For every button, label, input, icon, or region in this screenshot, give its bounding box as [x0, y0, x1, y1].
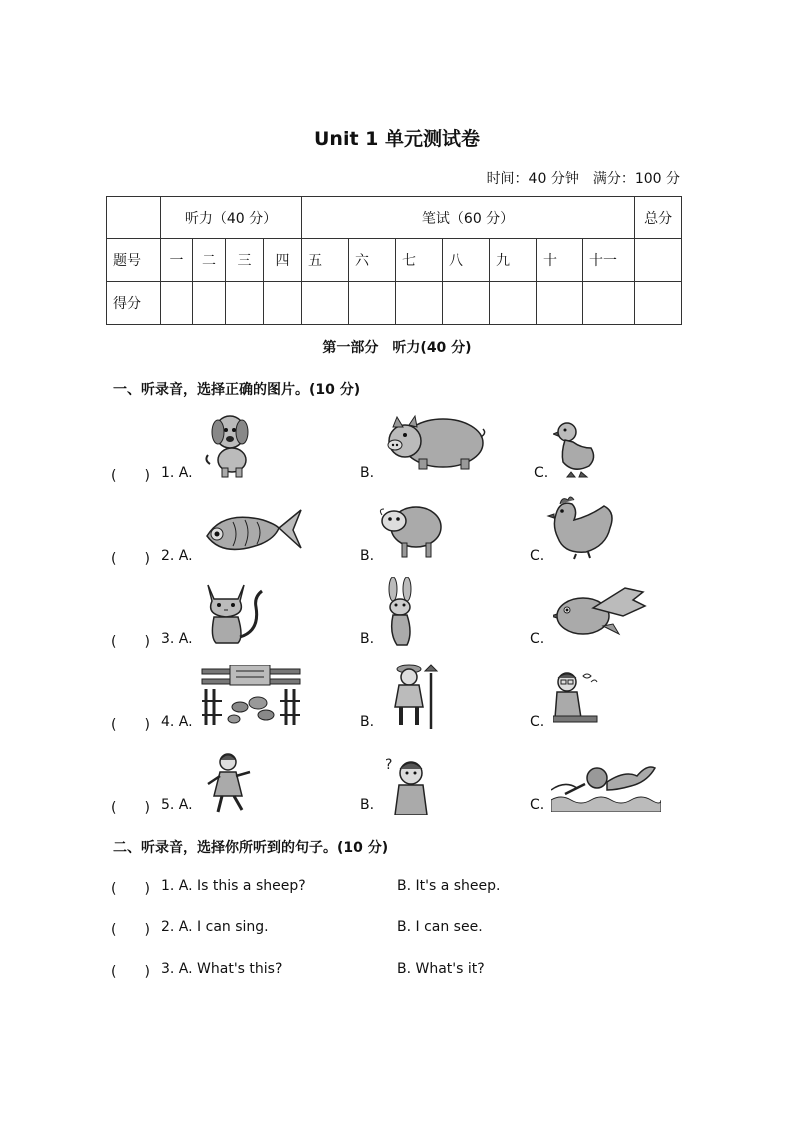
answer-blank[interactable]: ( ): [111, 551, 150, 567]
question-number-cell: 九: [490, 239, 537, 282]
teacher-icon[interactable]: [553, 670, 599, 730]
svg-text:?: ?: [385, 757, 393, 773]
option-b-label: B.: [360, 465, 375, 481]
option-b-label: B.: [360, 714, 375, 730]
option-b-sentence: B. What's it?: [397, 961, 485, 977]
option-c-label: C.: [530, 714, 545, 730]
option-a-label: 5. A.: [161, 797, 193, 813]
answer-blank[interactable]: ( ): [111, 717, 150, 733]
dog-icon[interactable]: [200, 410, 256, 478]
fish-icon[interactable]: [203, 502, 303, 557]
question-number-cell: 四: [264, 239, 302, 282]
farm-icon[interactable]: [200, 665, 302, 727]
option-a-sentence: 1. A. Is this a sheep?: [161, 878, 306, 894]
question-number-cell: 十: [537, 239, 583, 282]
score-cell[interactable]: [396, 282, 443, 325]
score-cell[interactable]: [302, 282, 349, 325]
option-a-label: 4. A.: [161, 714, 193, 730]
question-number-cell: 一: [161, 239, 193, 282]
answer-blank[interactable]: ( ): [111, 634, 150, 650]
total-number-cell: [635, 239, 682, 282]
question-number-cell: 三: [226, 239, 264, 282]
swimmer-icon[interactable]: [551, 760, 661, 812]
answer-blank[interactable]: ( ): [111, 468, 150, 484]
option-b-label: B.: [360, 797, 375, 813]
option-b-sentence: B. It's a sheep.: [397, 878, 501, 894]
part-title: 第一部分 听力(40 分): [322, 340, 472, 356]
score-table: [106, 196, 682, 325]
section-2-title: 二、听录音，选择你所听到的句子。(10 分): [113, 840, 389, 856]
listening-header: 听力（40 分）: [161, 197, 302, 239]
question-number-cell: 十一: [583, 239, 635, 282]
score-cell[interactable]: [161, 282, 193, 325]
time-info: 时间：40 分钟 满分：100 分: [486, 171, 680, 187]
option-a-label: 1. A.: [161, 465, 193, 481]
option-c-label: C.: [530, 797, 545, 813]
duck-icon[interactable]: [553, 418, 598, 478]
score-cell[interactable]: [226, 282, 264, 325]
boy-icon[interactable]: [383, 755, 431, 815]
score-cell[interactable]: [443, 282, 490, 325]
question-number-cell: 八: [443, 239, 490, 282]
option-a-sentence: 3. A. What's this?: [161, 961, 283, 977]
girl-icon[interactable]: [206, 752, 252, 814]
score-cell[interactable]: [349, 282, 396, 325]
option-b-label: B.: [360, 631, 375, 647]
sheep-icon[interactable]: [378, 497, 444, 559]
question-number-cell: 七: [396, 239, 443, 282]
option-b-sentence: B. I can see.: [397, 919, 483, 935]
score-cell[interactable]: [537, 282, 583, 325]
score-cell[interactable]: [583, 282, 635, 325]
option-c-label: C.: [530, 631, 545, 647]
row-number-label: 题号: [107, 239, 161, 282]
option-a-label: 2. A.: [161, 548, 193, 564]
question-number-cell: 五: [302, 239, 349, 282]
answer-blank[interactable]: ( ): [111, 800, 150, 816]
page-title: Unit 1 单元测试卷: [314, 128, 480, 150]
total-header: 总分: [635, 197, 682, 239]
pig-icon[interactable]: [381, 413, 487, 471]
rabbit-icon[interactable]: [383, 577, 419, 647]
row-score-label: 得分: [107, 282, 161, 325]
score-cell[interactable]: [490, 282, 537, 325]
option-c-label: C.: [530, 548, 545, 564]
answer-blank[interactable]: ( ): [111, 964, 150, 980]
bird-icon[interactable]: [553, 586, 647, 638]
option-b-label: B.: [360, 548, 375, 564]
section-1-title: 一、听录音，选择正确的图片。(10 分): [113, 382, 361, 398]
answer-blank[interactable]: ( ): [111, 881, 150, 897]
question-number-cell: 六: [349, 239, 396, 282]
score-cell[interactable]: [264, 282, 302, 325]
writing-header: 笔试（60 分）: [302, 197, 635, 239]
score-cell[interactable]: [193, 282, 226, 325]
option-a-sentence: 2. A. I can sing.: [161, 919, 269, 935]
option-c-label: C.: [534, 465, 549, 481]
table-corner-cell: [107, 197, 161, 239]
cat-icon[interactable]: [200, 577, 268, 645]
hen-icon[interactable]: [546, 494, 616, 560]
total-score-cell[interactable]: [635, 282, 682, 325]
answer-blank[interactable]: ( ): [111, 922, 150, 938]
question-number-cell: 二: [193, 239, 226, 282]
option-a-label: 3. A.: [161, 631, 193, 647]
farmer-icon[interactable]: [391, 663, 439, 729]
